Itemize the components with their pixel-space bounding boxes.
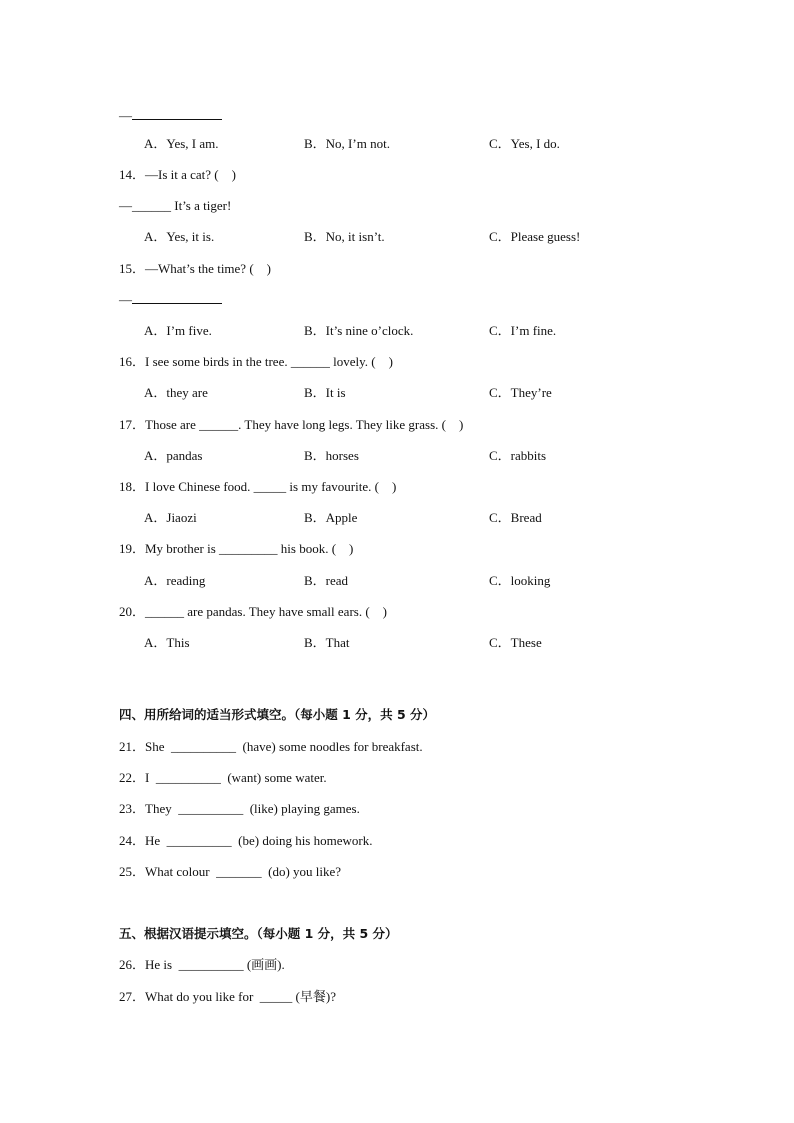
q18-question: 18．I love Chinese food. _____ is my favourite. ( ) [119,479,397,494]
q20-question: 20．______ are pandas. They have small ears. ( ) [119,604,387,619]
option-c[interactable]: C．Please guess! [489,229,581,244]
option-a[interactable]: A．pandas [144,448,203,463]
q14-answer-line: —______ It’s a tiger! [119,198,232,213]
q15-options [119,323,679,339]
option-b[interactable]: B．That [304,635,350,650]
option-b[interactable]: B．No, it isn’t. [304,229,385,244]
option-b[interactable]: B．horses [304,448,359,463]
q15-question: 15．—What’s the time? ( ) [119,261,271,276]
q13-answer-line: — [119,108,222,124]
q19-question: 19．My brother is _________ his book. ( ) [119,541,354,556]
q25-item: 25．What colour _______ (do) you like? [119,864,342,879]
option-c[interactable]: C．I’m fine. [489,323,557,338]
q26-item: 26．He is __________ (画画). [119,957,285,972]
option-b[interactable]: B．No, I’m not. [304,136,390,151]
option-b[interactable]: B．It is [304,385,346,400]
q14-options [119,229,679,245]
q16-options [119,385,679,401]
option-c[interactable]: C．Bread [489,510,542,525]
q19-options [119,573,679,589]
option-c[interactable]: C．looking [489,573,551,588]
q20-options [119,635,679,651]
option-c[interactable]: C．They’re [489,385,552,400]
option-a[interactable]: A．Jiaozi [144,510,197,525]
section-5-title: 五、根据汉语提示填空。（每小题 1 分，共 5 分） [119,926,398,941]
q24-item: 24．He __________ (be) doing his homework. [119,833,373,848]
q21-item: 21．She __________ (have) some noodles for breakfast. [119,739,423,754]
q23-item: 23．They __________ (like) playing games. [119,801,360,816]
option-c[interactable]: C．Yes, I do. [489,136,560,151]
option-a[interactable]: A．I’m five. [144,323,212,338]
q17-options [119,448,679,464]
option-b[interactable]: B．Apple [304,510,358,525]
q22-item: 22．I __________ (want) some water. [119,770,327,785]
q13-options [119,136,679,152]
q18-options [119,510,679,526]
q16-question: 16．I see some birds in the tree. ______ lovely. ( ) [119,354,393,369]
option-c[interactable]: C．rabbits [489,448,547,463]
section-4-title: 四、用所给词的适当形式填空。（每小题 1 分，共 5 分） [119,707,436,722]
option-a[interactable]: A．they are [144,385,208,400]
option-b[interactable]: B．It’s nine o’clock. [304,323,414,338]
q17-question: 17．Those are ______. They have long legs. They like grass. ( ) [119,417,464,432]
answer-blank[interactable] [132,293,222,304]
answer-blank[interactable] [132,109,222,120]
option-a[interactable]: A．This [144,635,190,650]
q15-answer-line: — [119,292,222,308]
option-a[interactable]: A．reading [144,573,206,588]
option-c[interactable]: C．These [489,635,542,650]
option-a[interactable]: A．Yes, I am. [144,136,219,151]
option-b[interactable]: B．read [304,573,349,588]
option-a[interactable]: A．Yes, it is. [144,229,215,244]
q27-item: 27．What do you like for _____ (早餐)? [119,989,336,1004]
q14-question: 14．—Is it a cat? ( ) [119,167,236,182]
